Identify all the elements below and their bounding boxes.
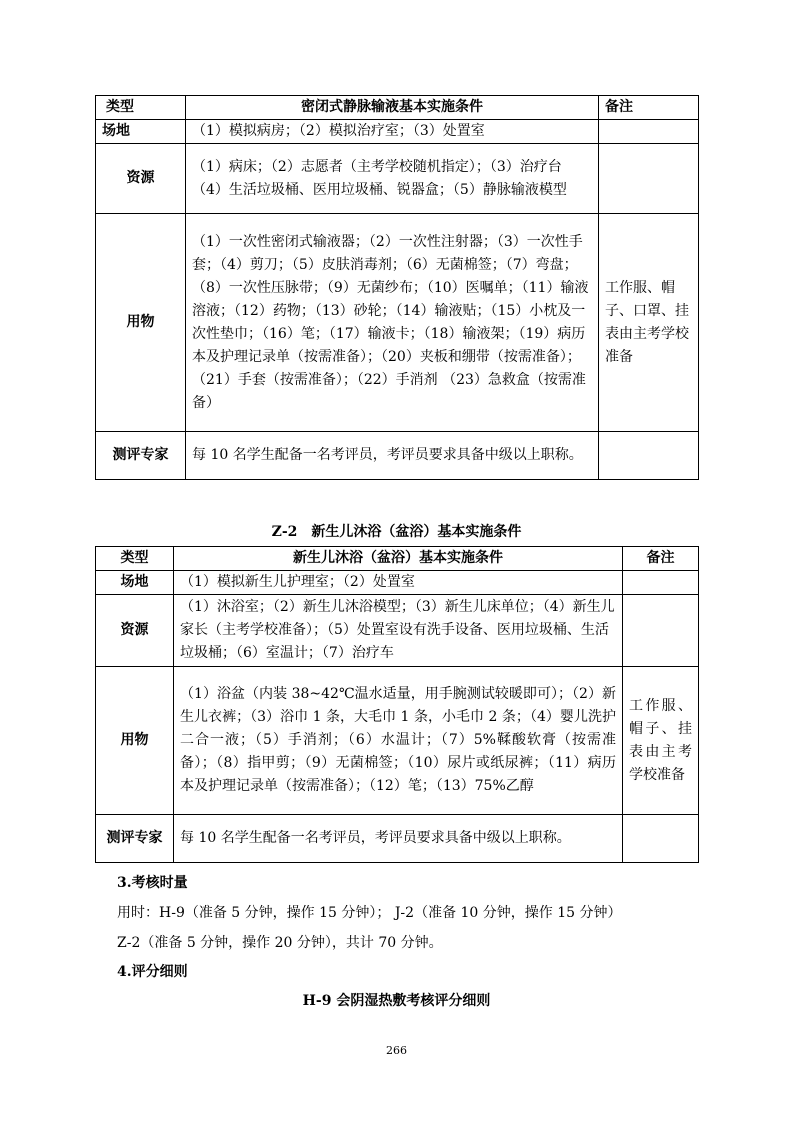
row-note-cell <box>623 571 699 595</box>
section3-line1: 用时：H-9（准备 5 分钟，操作 15 分钟）； J-2（准备 10 分钟，操作 15 分钟） <box>117 905 622 921</box>
row-note-cell <box>599 120 699 144</box>
row-note-cell <box>599 144 699 214</box>
row-type-cell: 测评专家 <box>96 815 174 863</box>
table-row <box>96 214 699 432</box>
row-type-cell: 场地 <box>96 571 174 595</box>
table-header-row <box>96 96 699 120</box>
row-content-cell: （1）沐浴室；（2）新生儿沐浴模型；（3）新生儿床单位；（4）新生儿家长（主考学校准备）；（5）处置室设有洗手设备、医用垃圾桶、生活垃圾桶；（6）室温计；（7）治疗车 <box>174 595 623 667</box>
table-row <box>96 432 699 480</box>
row-note-cell: 工作服、帽子、口罩、挂表由主考学校准备 <box>599 214 699 432</box>
row-type-cell: 资源 <box>96 144 186 214</box>
table-row <box>96 571 699 595</box>
row-content-cell: （1）浴盆（内装 38~42℃温水适量，用手腕测试较暖即可）；（2）新生儿衣裤；（3）浴巾 1 条，大毛巾 1 条，小毛巾 2 条；（4）婴儿洗护二合一液；（5）手消剂；（6）水温计；（7）5%鞣酸软膏（按需准备）；（8）指甲剪；（9）无菌棉签；（10）尿片或纸尿裤；（11）病历本及护理记录单（按需准备）；（12）笔；（13）75%乙醇 <box>174 667 623 815</box>
section4-title: H-9 会阴湿热敷考核评分细则 <box>302 993 491 1009</box>
header-note: 备注 <box>623 547 699 571</box>
section3-heading: 3.考核时量 <box>117 875 188 891</box>
header-conditions: 密闭式静脉输液基本实施条件 <box>186 96 599 120</box>
newborn-bath-conditions-table <box>95 546 699 863</box>
table-row <box>96 120 699 144</box>
row-content-cell: 每 10 名学生配备一名考评员，考评员要求具备中级以上职称。 <box>174 815 623 863</box>
row-content-cell: 每 10 名学生配备一名考评员，考评员要求具备中级以上职称。 <box>186 432 599 480</box>
header-note: 备注 <box>599 96 699 120</box>
page-number: 266 <box>386 1044 407 1057</box>
row-type-cell: 用物 <box>96 667 174 815</box>
row-type-cell: 场地 <box>96 120 186 144</box>
header-type: 类型 <box>96 547 174 571</box>
row-type-cell: 资源 <box>96 595 174 667</box>
row-type-cell: 用物 <box>96 214 186 432</box>
table-row <box>96 667 699 815</box>
table2-title: Z-2 新生儿沐浴（盆浴）基本实施条件 <box>271 524 522 540</box>
header-conditions: 新生儿沐浴（盆浴）基本实施条件 <box>174 547 623 571</box>
row-note-cell <box>623 595 699 667</box>
row-note-cell <box>599 432 699 480</box>
row-content-cell: （1）一次性密闭式输液器；（2）一次性注射器；（3）一次性手套；（4）剪刀；（5）皮肤消毒剂；（6）无菌棉签；（7）弯盘；（8）一次性压脉带；（9）无菌纱布；（10）医嘱单；（11）输液溶液；（12）药物；（13）砂轮；（14）输液贴；（15）小枕及一次性垫巾；（16）笔；（17）输液卡；（18）输液架；（19）病历本及护理记录单（按需准备）；（20）夹板和绷带（按需准备）；（21）手套（按需准备）；（22）手消剂 （23）急救盒（按需准备） <box>186 214 599 432</box>
table-row <box>96 144 699 214</box>
row-content-cell: （1）病床；（2）志愿者（主考学校随机指定）；（3）治疗台 （4）生活垃圾桶、医用垃圾桶、锐器盒；（5）静脉输液模型 <box>186 144 599 214</box>
row-note-cell: 工作服、帽子、挂表由主考学校准备 <box>623 667 699 815</box>
row-content-cell: （1）模拟病房；（2）模拟治疗室；（3）处置室 <box>186 120 599 144</box>
section4-heading: 4.评分细则 <box>117 964 188 980</box>
table-header-row <box>96 547 699 571</box>
row-type-cell: 测评专家 <box>96 432 186 480</box>
table-row <box>96 815 699 863</box>
iv-infusion-conditions-table <box>95 95 699 480</box>
header-type: 类型 <box>96 96 186 120</box>
row-note-cell <box>623 815 699 863</box>
row-content-cell: （1）模拟新生儿护理室；（2）处置室 <box>174 571 623 595</box>
table-row <box>96 595 699 667</box>
section3-line2: Z-2（准备 5 分钟，操作 20 分钟），共计 70 分钟。 <box>117 935 443 951</box>
